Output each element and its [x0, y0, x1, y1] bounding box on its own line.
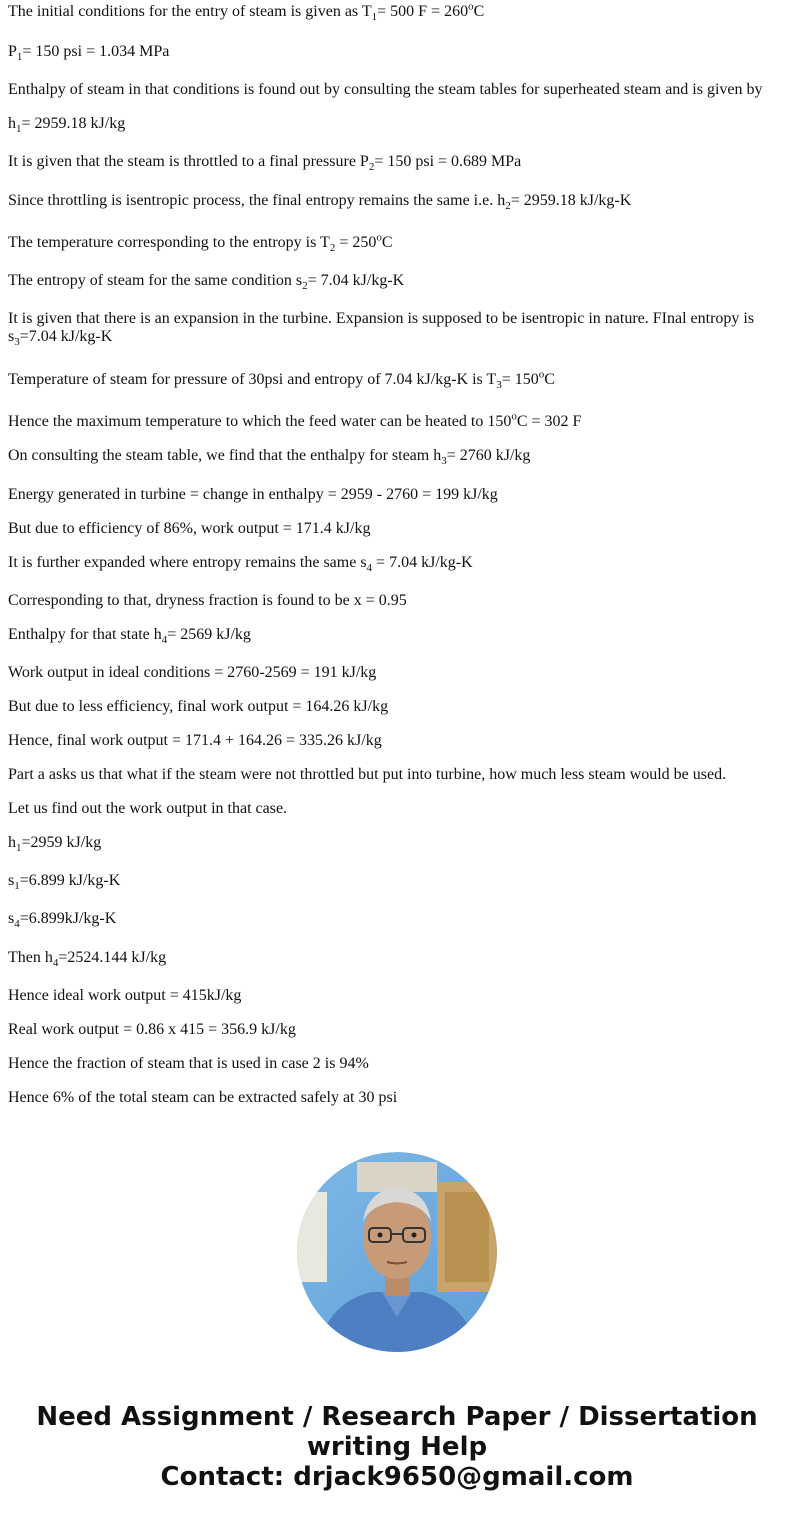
text-run: Hence, final work output = 171.4 + 164.26 = 335.26 kJ/kg	[8, 732, 382, 749]
solution-paragraph	[8, 834, 778, 855]
solution-paragraph	[8, 192, 778, 213]
subscript: 3	[441, 455, 447, 468]
text-run: The temperature corresponding to the entropy is T	[8, 234, 330, 251]
text-run: = 2959.18 kJ/kg-K	[510, 192, 632, 209]
text-run: Temperature of steam for pressure of 30psi and entropy of 7.04 kJ/kg-K is T	[8, 371, 497, 388]
subscript: 2	[302, 280, 308, 293]
advert-contact-line: Contact: drjack9650@gmail.com	[160, 1462, 634, 1492]
text-run: The entropy of steam for the same condition s	[8, 272, 303, 289]
subscript: 1	[16, 842, 22, 855]
solution-paragraph	[8, 410, 778, 431]
text-run: C	[381, 234, 393, 251]
solution-paragraph	[8, 1021, 778, 1039]
solution-paragraph	[8, 987, 778, 1005]
solution-paragraph	[8, 43, 778, 64]
text-run: C = 302 F	[516, 413, 582, 430]
text-run: It is given that the steam is throttled to a final pressure P	[8, 153, 369, 170]
text-run: Part a asks us that what if the steam were not throttled but put into turbine, how much less steam would be used.	[8, 766, 727, 783]
superscript: o	[468, 0, 474, 13]
text-run: C	[544, 371, 555, 388]
solution-paragraph	[8, 115, 778, 136]
text-run: s	[8, 872, 15, 889]
subscript: 3	[496, 379, 502, 392]
text-run: Hence the fraction of steam that is used in case 2 is 94%	[8, 1055, 369, 1072]
portrait-image	[297, 1152, 497, 1352]
solution-paragraph	[8, 486, 778, 504]
text-run: Then h	[8, 949, 53, 966]
solution-paragraph	[8, 949, 778, 970]
text-run: Enthalpy of steam in that conditions is found out by consulting the steam tables for superheated steam and is given by	[8, 81, 763, 98]
subscript: 4	[366, 562, 373, 575]
text-run: =2524.144 kJ/kg	[58, 949, 167, 966]
text-run: s	[8, 910, 15, 927]
text-run: = 7.04 kJ/kg-K	[307, 272, 405, 289]
text-run: C	[473, 3, 485, 20]
advert-line-1: Need Assignment / Research Paper / Dissertation	[36, 1402, 758, 1432]
text-run: =6.899kJ/kg-K	[19, 910, 117, 927]
text-run: Enthalpy for that state h	[8, 626, 162, 643]
solution-paragraph	[8, 872, 778, 893]
text-run: Real work output = 0.86 x 415 = 356.9 kJ/kg	[8, 1021, 296, 1038]
subscript: 1	[371, 11, 378, 24]
superscript: o	[376, 231, 382, 244]
text-run: But due to less efficiency, final work output = 164.26 kJ/kg	[8, 698, 389, 715]
solution-paragraph	[8, 554, 778, 575]
text-run: = 7.04 kJ/kg-K	[372, 554, 473, 571]
subscript: 4	[14, 918, 20, 931]
text-run: The initial conditions for the entry of steam is given as T	[8, 3, 372, 20]
text-run: = 150	[501, 371, 539, 388]
advert-headline	[0, 1402, 794, 1492]
text-run: = 2959.18 kJ/kg	[21, 115, 126, 132]
text-run: = 500 F = 260	[377, 3, 469, 20]
superscript: o	[538, 368, 545, 381]
text-run: Work output in ideal conditions = 2760-2569 = 191 kJ/kg	[8, 664, 377, 681]
text-run: But due to efficiency of 86%, work output = 171.4 kJ/kg	[8, 520, 371, 537]
text-run: It is given that there is an expansion in the turbine. Expansion is supposed to be isentropic in nature. FInal entropy is s	[8, 310, 755, 345]
superscript: o	[511, 410, 517, 423]
text-run: Hence ideal work output = 415kJ/kg	[8, 987, 242, 1004]
text-run: P	[8, 43, 17, 60]
solution-paragraph	[8, 310, 778, 349]
solution-paragraph	[8, 800, 778, 818]
text-run: = 2569 kJ/kg	[167, 626, 251, 643]
solution-paragraph	[8, 732, 778, 750]
text-run: h	[8, 834, 16, 851]
text-run: Energy generated in turbine = change in enthalpy = 2959 - 2760 = 199 kJ/kg	[8, 486, 498, 503]
text-run: Hence 6% of the total steam can be extracted safely at 30 psi	[8, 1089, 398, 1106]
solution-paragraph	[8, 626, 778, 647]
text-run: = 150 psi = 1.034 MPa	[22, 43, 170, 60]
subscript: 4	[52, 957, 59, 970]
solution-paragraph	[8, 698, 778, 716]
subscript: 1	[16, 123, 22, 136]
text-run: Since throttling is isentropic process, the final entropy remains the same i.e. h	[8, 192, 506, 209]
advert-line-2: writing Help	[306, 1432, 488, 1462]
solution-paragraph	[8, 1089, 778, 1107]
text-run: = 150 psi = 0.689 MPa	[374, 153, 522, 170]
text-run: = 250	[335, 234, 377, 251]
subscript: 4	[161, 634, 168, 647]
text-run: = 2760 kJ/kg	[446, 447, 531, 464]
text-run: =6.899 kJ/kg-K	[19, 872, 121, 889]
subscript: 1	[16, 51, 23, 64]
subscript: 2	[368, 161, 375, 174]
solution-paragraph	[8, 81, 778, 99]
text-run: It is further expanded where entropy remains the same s	[8, 554, 367, 571]
subscript: 3	[14, 336, 20, 349]
subscript: 1	[14, 880, 20, 893]
solution-paragraph	[8, 368, 778, 392]
solution-paragraph	[8, 520, 778, 538]
text-run: =2959 kJ/kg	[21, 834, 102, 851]
solution-paragraph	[8, 1055, 778, 1073]
advert-section	[0, 1152, 794, 1352]
text-run: Hence the maximum temperature to which the feed water can be heated to 150	[8, 413, 512, 430]
solution-paragraph	[8, 910, 778, 931]
solution-paragraph	[8, 447, 778, 468]
author-photo	[297, 1152, 497, 1352]
solution-paragraph	[8, 0, 778, 24]
text-run: Corresponding to that, dryness fraction is found to be x = 0.95	[8, 592, 407, 609]
text-run: Let us find out the work output in that case.	[8, 800, 288, 817]
solution-paragraph	[8, 766, 778, 784]
text-run: =7.04 kJ/kg-K	[19, 328, 113, 345]
solution-paragraph	[8, 272, 778, 293]
subscript: 2	[329, 242, 336, 255]
subscript: 2	[505, 200, 511, 213]
text-run: On consulting the steam table, we find that the enthalpy for steam h	[8, 447, 442, 464]
solution-paragraph	[8, 592, 778, 610]
text-run: h	[8, 115, 16, 132]
solution-paragraph	[8, 231, 778, 255]
solution-paragraph	[8, 153, 778, 174]
solution-paragraph	[8, 664, 778, 682]
